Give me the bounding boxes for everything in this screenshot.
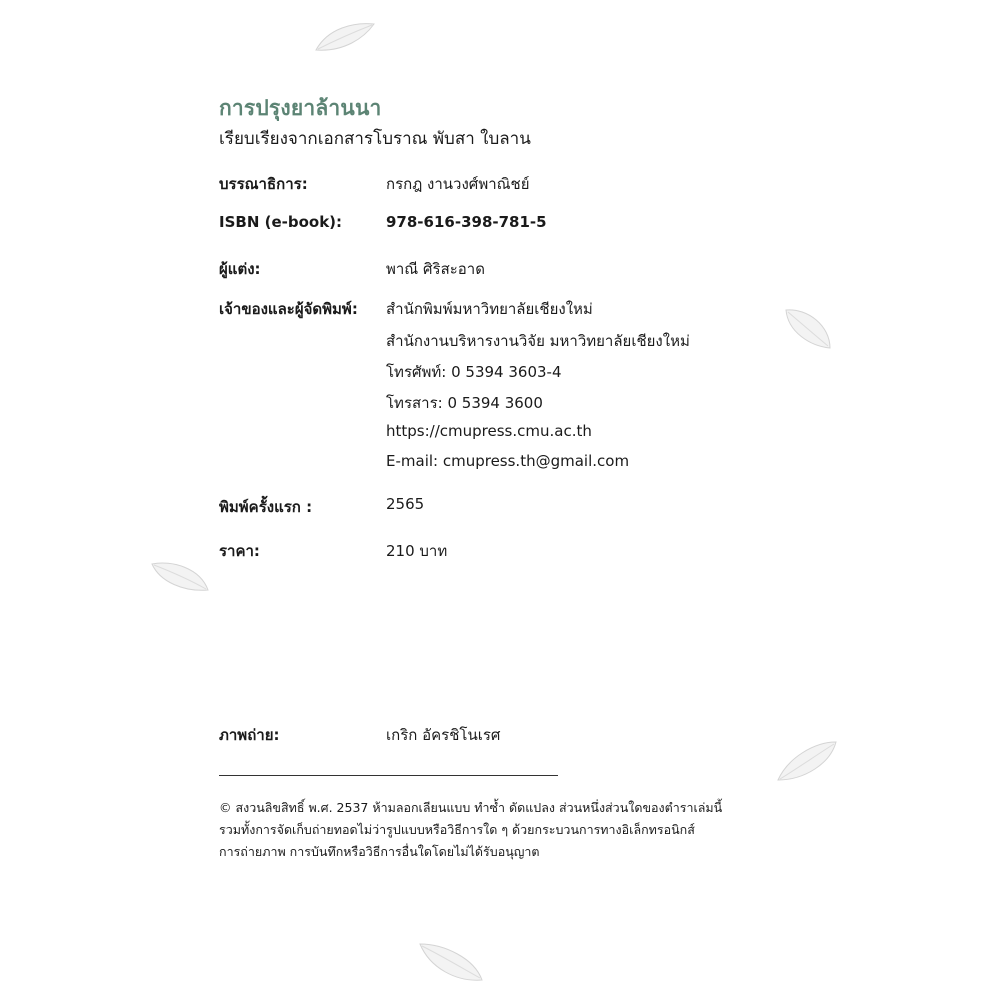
editor-label: บรรณาธิการ:	[219, 175, 308, 193]
copyright-line: รวมทั้งการจัดเก็บถ่ายทอดไม่ว่ารูปแบบหรือวิธีการใด ๆ ด้วยกระบวนการทางอิเล็กทรอนิกส์	[219, 822, 695, 837]
leaf-decoration-icon	[314, 20, 376, 54]
price-value: 210 บาท	[386, 542, 448, 560]
publisher-phone: โทรศัพท์: 0 5394 3603-4	[386, 363, 562, 381]
price-label: ราคา:	[219, 542, 260, 560]
isbn-label: ISBN (e-book):	[219, 213, 343, 231]
leaf-decoration-icon	[782, 306, 834, 352]
book-subtitle: เรียบเรียงจากเอกสารโบราณ พับสา ใบลาน	[219, 129, 531, 149]
copyright-line: การถ่ายภาพ การบันทึกหรือวิธีการอื่นใดโดยไม่ได้รับอนุญาต	[219, 844, 540, 859]
leaf-decoration-icon	[150, 558, 212, 594]
photo-label: ภาพถ่าย:	[219, 726, 280, 744]
leaf-decoration-icon	[416, 940, 486, 984]
publisher-name: สำนักพิมพ์มหาวิทยาลัยเชียงใหม่	[386, 300, 593, 318]
copyright-line: © สงวนลิขสิทธิ์ พ.ศ. 2537 ห้ามลอกเลียนแบบ ทำซ้ำ ดัดแปลง ส่วนหนึ่งส่วนใดของตำราเล่มนี้	[219, 800, 723, 815]
author-value: พาณี ศิริสะอาด	[386, 260, 485, 278]
photo-value: เกริก อัครชิโนเรศ	[386, 726, 501, 744]
editor-value: กรกฎ งานวงศ์พาณิชย์	[386, 175, 530, 193]
publisher-email: E-mail: cmupress.th@gmail.com	[386, 452, 630, 470]
isbn-value: 978-616-398-781-5	[386, 213, 547, 231]
leaf-decoration-icon	[774, 738, 840, 784]
author-label: ผู้แต่ง:	[219, 260, 261, 278]
publisher-office: สำนักงานบริหารงานวิจัย มหาวิทยาลัยเชียงใหม่	[386, 332, 690, 350]
publisher-label: เจ้าของและผู้จัดพิมพ์:	[219, 300, 358, 318]
divider-line	[219, 775, 558, 776]
publisher-website: https://cmupress.cmu.ac.th	[386, 422, 592, 440]
first-print-label: พิมพ์ครั้งแรก :	[219, 498, 313, 516]
copyright-notice	[219, 797, 779, 863]
publisher-fax: โทรสาร: 0 5394 3600	[386, 394, 543, 412]
first-print-value: 2565	[386, 495, 425, 513]
book-title: การปรุงยาล้านนา	[219, 96, 382, 120]
